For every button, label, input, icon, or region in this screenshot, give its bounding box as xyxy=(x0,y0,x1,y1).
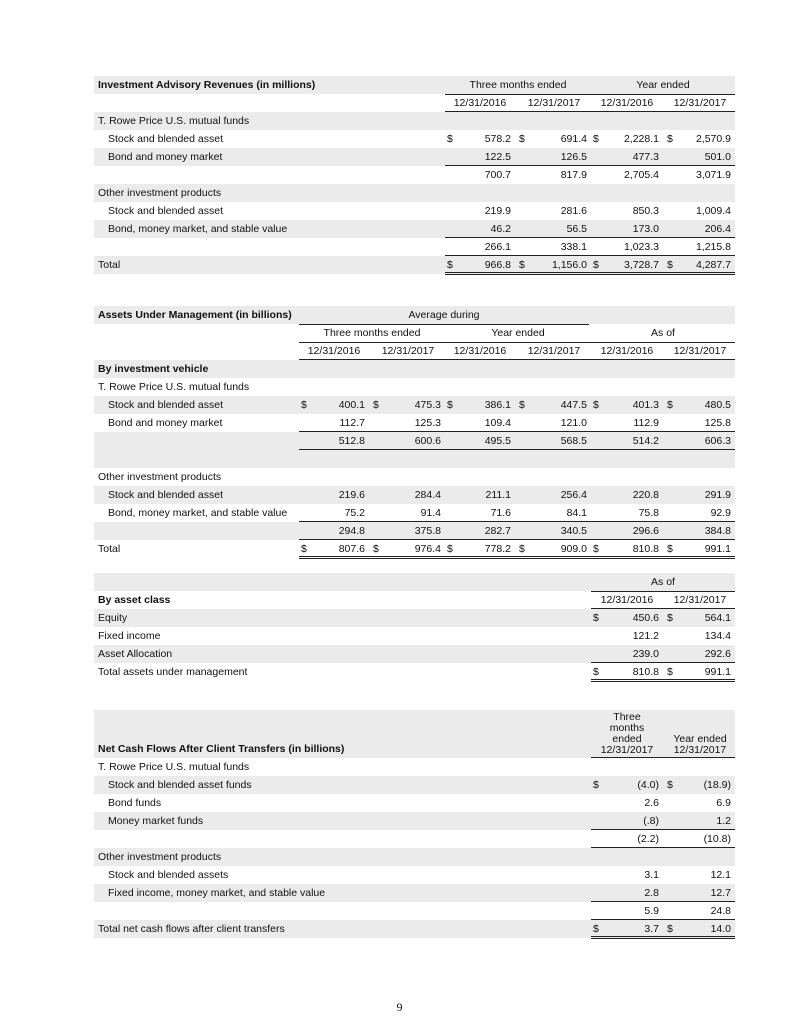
value-cell: 281.6 xyxy=(560,205,587,217)
group-header: Year ended xyxy=(636,79,690,91)
col-header-line: 12/31/2017 xyxy=(600,744,654,756)
value-cell: 512.8 xyxy=(338,435,365,447)
value-cell: 691.4 xyxy=(560,133,587,145)
header-row xyxy=(94,76,735,94)
value-cell: 1,156.0 xyxy=(551,259,587,271)
value-cell: (4.0) xyxy=(637,779,659,791)
value-cell: 122.5 xyxy=(484,151,511,163)
group-header: Three months ended xyxy=(469,79,567,91)
col-header-line: Year ended xyxy=(673,733,727,745)
value-cell: 266.1 xyxy=(484,241,511,253)
section-row xyxy=(94,378,735,396)
table-row xyxy=(94,645,735,663)
col-header xyxy=(591,712,663,756)
currency-symbol: $ xyxy=(519,399,525,411)
value-cell: 173.0 xyxy=(632,223,659,235)
row-label: Stock and blended asset funds xyxy=(108,779,252,791)
currency-symbol: $ xyxy=(447,543,453,555)
col-date: 12/31/2017 xyxy=(673,594,727,606)
table-row xyxy=(94,220,735,238)
table-row xyxy=(94,794,735,812)
value-cell: 126.5 xyxy=(560,151,587,163)
value-cell: 606.3 xyxy=(704,435,731,447)
value-cell: 75.2 xyxy=(344,507,365,519)
col-date: 12/31/2016 xyxy=(453,345,507,357)
value-cell: 1,215.8 xyxy=(695,241,731,253)
col-header-line: 12/31/2017 xyxy=(673,744,727,756)
value-cell: 239.0 xyxy=(632,648,659,660)
value-cell: 12.7 xyxy=(710,887,731,899)
value-cell: 450.6 xyxy=(632,612,659,624)
value-cell: 284.4 xyxy=(414,489,441,501)
currency-symbol: $ xyxy=(373,399,379,411)
value-cell: 125.3 xyxy=(414,417,441,429)
section-label: Other investment products xyxy=(98,851,222,863)
col-date: 12/31/2017 xyxy=(381,345,435,357)
value-cell: 447.5 xyxy=(560,399,587,411)
col-date: 12/31/2016 xyxy=(307,345,361,357)
value-cell: 909.0 xyxy=(560,543,587,555)
currency-symbol: $ xyxy=(301,399,307,411)
table-title: Investment Advisory Revenues (in millions) xyxy=(98,79,316,91)
value-cell: 1.2 xyxy=(716,815,731,827)
value-cell: 3.1 xyxy=(644,869,659,881)
total-row xyxy=(94,540,735,558)
value-cell: 807.6 xyxy=(338,543,365,555)
value-cell: 91.4 xyxy=(420,507,441,519)
subtotal-row xyxy=(94,522,735,540)
section-label: T. Rowe Price U.S. mutual funds xyxy=(98,761,250,773)
col-header xyxy=(665,734,735,756)
total-row xyxy=(94,663,735,681)
value-cell: 338.1 xyxy=(560,241,587,253)
value-cell: 568.5 xyxy=(560,435,587,447)
table-row xyxy=(94,609,735,627)
value-cell: 475.3 xyxy=(414,399,441,411)
table-row xyxy=(94,202,735,220)
col-date: 12/31/2016 xyxy=(600,97,654,109)
currency-symbol: $ xyxy=(593,133,599,145)
currency-symbol: $ xyxy=(447,399,453,411)
value-cell: 501.0 xyxy=(704,151,731,163)
value-cell: 4,287.7 xyxy=(695,259,731,271)
value-cell: 966.8 xyxy=(484,259,511,271)
group-header: As of xyxy=(651,576,675,588)
asset-class-table xyxy=(94,573,735,681)
value-cell: 112.7 xyxy=(339,417,365,429)
date-row xyxy=(94,591,735,609)
header-row xyxy=(94,306,735,324)
value-cell: 112.9 xyxy=(633,417,659,429)
currency-symbol: $ xyxy=(667,133,673,145)
value-cell: 14.0 xyxy=(710,923,731,935)
section-row xyxy=(94,184,735,202)
value-cell: 219.9 xyxy=(484,205,511,217)
section-row xyxy=(94,360,735,378)
row-label: Fixed income xyxy=(98,630,161,642)
row-label: Equity xyxy=(98,612,128,624)
currency-symbol: $ xyxy=(593,259,599,271)
currency-symbol: $ xyxy=(667,923,673,935)
total-row xyxy=(94,920,735,938)
table-title: By asset class xyxy=(98,594,171,606)
currency-symbol: $ xyxy=(447,259,453,271)
value-cell: 2,570.9 xyxy=(695,133,731,145)
section-row xyxy=(94,112,735,130)
value-cell: 294.8 xyxy=(338,525,365,537)
value-cell: 991.1 xyxy=(704,543,731,555)
group-header: Average during xyxy=(408,309,480,321)
value-cell: 109.4 xyxy=(484,417,511,429)
value-cell: 495.5 xyxy=(484,435,511,447)
value-cell: 384.8 xyxy=(704,525,731,537)
header-row xyxy=(94,710,735,758)
value-cell: 810.8 xyxy=(632,666,659,678)
value-cell: 125.8 xyxy=(704,417,731,429)
value-cell: 2,705.4 xyxy=(623,169,659,181)
spacer-row xyxy=(94,450,735,468)
currency-symbol: $ xyxy=(373,543,379,555)
value-cell: 1,023.3 xyxy=(623,241,659,253)
currency-symbol: $ xyxy=(593,923,599,935)
row-label: Bond and money market xyxy=(108,417,223,429)
table-row xyxy=(94,627,735,645)
row-label: Stock and blended asset xyxy=(108,489,223,501)
subtotal-row xyxy=(94,238,735,256)
value-cell: 976.4 xyxy=(414,543,441,555)
table-row xyxy=(94,812,735,830)
row-label: Fixed income, money market, and stable value xyxy=(108,887,326,899)
table-row xyxy=(94,776,735,794)
value-cell: 46.2 xyxy=(490,223,511,235)
value-cell: 5.9 xyxy=(644,905,659,917)
header-row xyxy=(94,573,735,591)
value-cell: 292.6 xyxy=(704,648,731,660)
currency-symbol: $ xyxy=(593,612,599,624)
value-cell: 296.6 xyxy=(632,525,659,537)
row-label: Total net cash flows after client transfers xyxy=(98,923,285,935)
group-header: Three months ended xyxy=(323,327,421,339)
value-cell: 121.2 xyxy=(632,630,659,642)
value-cell: 2.8 xyxy=(644,887,659,899)
value-cell: 211.1 xyxy=(485,489,511,501)
value-cell: 84.1 xyxy=(566,507,587,519)
section-row xyxy=(94,848,735,866)
col-header-line: ended xyxy=(612,733,642,745)
value-cell: 991.1 xyxy=(704,666,731,678)
investment-advisory-revenues-table xyxy=(94,76,735,274)
section-label: By investment vehicle xyxy=(98,363,209,375)
table-title: Net Cash Flows After Client Transfers (in billions) xyxy=(98,743,345,755)
currency-symbol: $ xyxy=(593,543,599,555)
value-cell: 2,228.1 xyxy=(623,133,659,145)
table-row xyxy=(94,504,735,522)
value-cell: 2.6 xyxy=(644,797,659,809)
date-row xyxy=(94,94,735,112)
table-row xyxy=(94,486,735,504)
value-cell: 817.9 xyxy=(560,169,587,181)
value-cell: 24.8 xyxy=(710,905,731,917)
value-cell: 810.8 xyxy=(632,543,659,555)
col-date: 12/31/2017 xyxy=(527,345,581,357)
value-cell: 700.7 xyxy=(484,169,511,181)
value-cell: 1,009.4 xyxy=(695,205,731,217)
table-title: Assets Under Management (in billions) xyxy=(98,309,292,321)
row-label: Stock and blended asset xyxy=(108,205,223,217)
subtotal-row xyxy=(94,432,735,450)
row-label: Asset Allocation xyxy=(98,648,173,660)
page-number: 9 xyxy=(396,1000,403,1014)
value-cell: 578.2 xyxy=(484,133,511,145)
row-label: Bond, money market, and stable value xyxy=(108,507,288,519)
currency-symbol: $ xyxy=(593,666,599,678)
value-cell: 564.1 xyxy=(704,612,731,624)
col-header-line: Three xyxy=(613,711,641,723)
assets-under-management-table xyxy=(94,306,735,558)
subtotal-row xyxy=(94,166,735,184)
value-cell: 71.6 xyxy=(490,507,511,519)
currency-symbol: $ xyxy=(301,543,307,555)
value-cell: (10.8) xyxy=(703,833,731,845)
col-date: 12/31/2017 xyxy=(673,345,727,357)
value-cell: (18.9) xyxy=(703,779,731,791)
value-cell: 3,728.7 xyxy=(623,259,659,271)
col-date: 12/31/2016 xyxy=(453,97,507,109)
subtotal-row xyxy=(94,830,735,848)
value-cell: 600.6 xyxy=(414,435,441,447)
row-label: Total xyxy=(98,259,121,271)
group-header: As of xyxy=(651,327,675,339)
value-cell: 6.9 xyxy=(716,797,731,809)
value-cell: 375.8 xyxy=(414,525,441,537)
row-label: Stock and blended asset xyxy=(108,133,223,145)
table-row xyxy=(94,130,735,148)
row-label: Total xyxy=(98,543,121,555)
value-cell: 778.2 xyxy=(484,543,511,555)
value-cell: 850.3 xyxy=(632,205,659,217)
value-cell: 121.0 xyxy=(560,417,587,429)
value-cell: 75.8 xyxy=(638,507,659,519)
row-label: Bond and money market xyxy=(108,151,223,163)
value-cell: 282.7 xyxy=(484,525,511,537)
currency-symbol: $ xyxy=(667,666,673,678)
currency-symbol: $ xyxy=(667,612,673,624)
table-row xyxy=(94,396,735,414)
section-label: T. Rowe Price U.S. mutual funds xyxy=(98,115,250,127)
value-cell: 480.5 xyxy=(704,399,731,411)
value-cell: 386.1 xyxy=(484,399,511,411)
section-row xyxy=(94,468,735,486)
value-cell: 92.9 xyxy=(710,507,731,519)
currency-symbol: $ xyxy=(519,133,525,145)
currency-symbol: $ xyxy=(593,779,599,791)
col-date: 12/31/2017 xyxy=(527,97,581,109)
value-cell: 400.1 xyxy=(338,399,365,411)
currency-symbol: $ xyxy=(667,399,673,411)
section-label: Other investment products xyxy=(98,471,222,483)
value-cell: 340.5 xyxy=(560,525,587,537)
value-cell: 256.4 xyxy=(560,489,587,501)
currency-symbol: $ xyxy=(519,543,525,555)
total-row xyxy=(94,256,735,274)
value-cell: 3,071.9 xyxy=(695,169,731,181)
table-row xyxy=(94,866,735,884)
row-label: Bond funds xyxy=(108,797,162,809)
value-cell: 206.4 xyxy=(704,223,731,235)
row-label: Money market funds xyxy=(108,815,204,827)
value-cell: 219.6 xyxy=(338,489,365,501)
currency-symbol: $ xyxy=(593,399,599,411)
net-cash-flows-table xyxy=(94,710,735,938)
section-label: T. Rowe Price U.S. mutual funds xyxy=(98,381,250,393)
row-label: Bond, money market, and stable value xyxy=(108,223,288,235)
value-cell: 12.1 xyxy=(710,869,731,881)
col-date: 12/31/2017 xyxy=(673,97,727,109)
value-cell: (.8) xyxy=(643,815,659,827)
currency-symbol: $ xyxy=(447,133,453,145)
value-cell: (2.2) xyxy=(637,833,659,845)
subtotal-row xyxy=(94,902,735,920)
currency-symbol: $ xyxy=(667,259,673,271)
table-row xyxy=(94,414,735,432)
row-label: Stock and blended assets xyxy=(108,869,229,881)
table-row xyxy=(94,884,735,902)
value-cell: 477.3 xyxy=(632,151,659,163)
col-date: 12/31/2016 xyxy=(600,345,654,357)
currency-symbol: $ xyxy=(667,543,673,555)
row-label: Stock and blended asset xyxy=(108,399,223,411)
group-header-row xyxy=(94,324,735,342)
value-cell: 401.3 xyxy=(632,399,659,411)
group-header: Year ended xyxy=(491,327,545,339)
table-row xyxy=(94,148,735,166)
row-label: Total assets under management xyxy=(98,666,248,678)
currency-symbol: $ xyxy=(519,259,525,271)
date-row xyxy=(94,342,735,360)
value-cell: 291.9 xyxy=(704,489,731,501)
value-cell: 134.4 xyxy=(704,630,731,642)
value-cell: 3.7 xyxy=(644,923,659,935)
value-cell: 56.5 xyxy=(566,223,587,235)
col-header-line: months xyxy=(609,722,645,734)
value-cell: 220.8 xyxy=(632,489,659,501)
section-row xyxy=(94,758,735,776)
currency-symbol: $ xyxy=(667,779,673,791)
value-cell: 514.2 xyxy=(632,435,659,447)
col-date: 12/31/2016 xyxy=(600,594,654,606)
section-label: Other investment products xyxy=(98,187,222,199)
